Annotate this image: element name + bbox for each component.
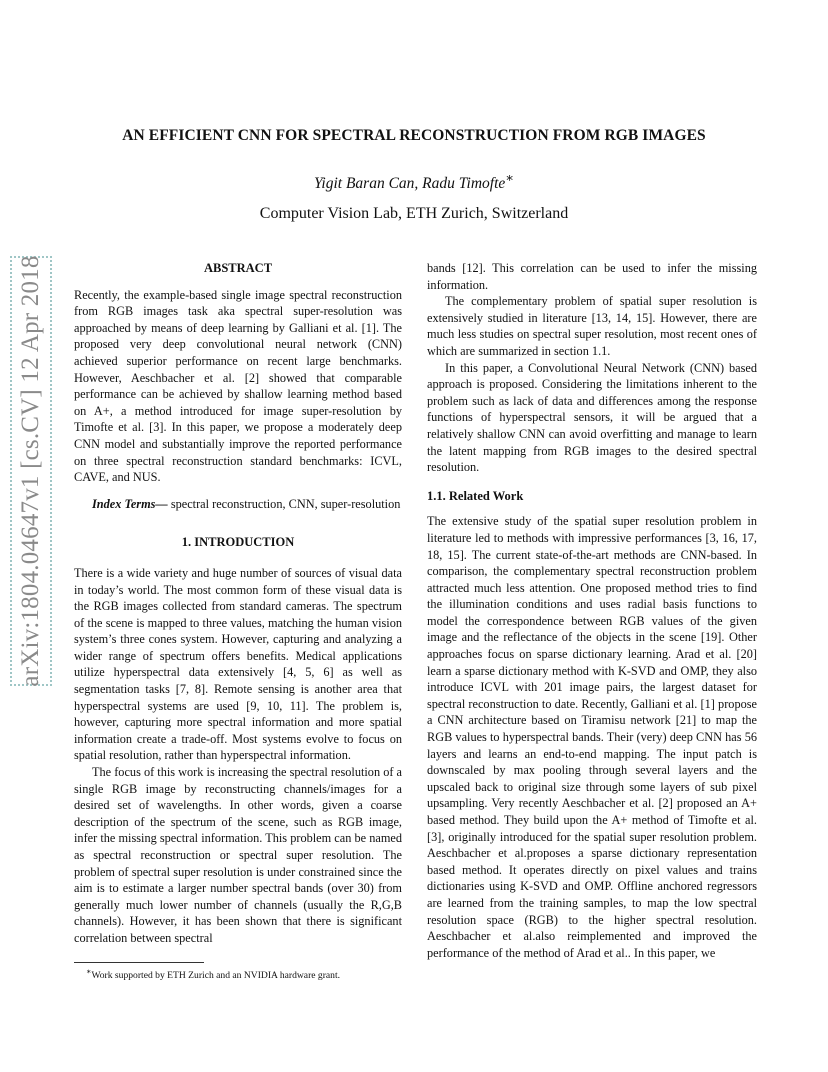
paper-affiliation: Computer Vision Lab, ETH Zurich, Switzerland [259, 205, 569, 222]
intro-paragraph-2-continued: bands [12]. This correlation can be used to infer the missing information. [427, 261, 757, 292]
arxiv-stamp [10, 256, 52, 686]
related-work-heading: 1.1. Related Work [427, 488, 524, 503]
abstract-heading: ABSTRACT [203, 261, 273, 275]
intro-paragraph-1: There is a wide variety and huge number of sources of visual data in today’s world. The most common form of these visual data is the RGB images collected from standard cameras. The spectrum of the scene is mapped to three values, matching the human vision system’s three cones system. However, capturing and analyzing a wider range of spectrum offers benefits. Medical applications utilize hyperspectral data extensively [4, 5, 6] as well as segmentation tasks [7, 8]. Remote sensing is another area that hyperspectral systems are used [9, 10, 11]. The problem is, however, capturing more spectral information and more spatial information create a trade-off. Most systems evolve to focus on spatial resolution, rather than hyperspectral information. [74, 565, 402, 763]
author-names: Yigit Baran Can, Radu Timofte [313, 175, 506, 193]
introduction-heading: 1. INTRODUCTION [181, 535, 295, 550]
author-footnote-mark: ∗ [505, 170, 515, 185]
index-terms [74, 496, 402, 513]
abstract-text: Recently, the example-based single image spectral reconstruction from RGB images task aka spectral super-resolution was approached by means of deep learning by Galliani et al. [1]. The proposed very deep convolutional neural network (CNN) achieved superior performance on recent large benchmarks. However, Aeschbacher et al. [2] showed that comparable performance can be achieved by shallow learning method based on A+, a method introduced for image super-resolution by Timofte et al. [3]. In this paper, we propose a moderately deep CNN model and substantially improve the reported performance on three spectral reconstruction standard benchmarks: ICVL, CAVE, and NUS. [74, 287, 402, 485]
intro-paragraph-3: The complementary problem of spatial super resolution is extensively studied in literature [13, 14, 15]. However, there are much less studies on spectral super resolution, most recent ones of which are summarized in section 1.1. [427, 294, 757, 358]
intro-paragraph-4: In this paper, a Convolutional Neural Network (CNN) based approach is proposed. Considering the limitations inherent to the problem such as lack of data and differences among the response functions of hyperspectral sensors, it will be argued that a relatively shallow CNN can avoid overfitting and manage to learn the latent mapping from RGB images to the desired spectral resolution. [427, 360, 757, 475]
paper-authors [60, 170, 768, 193]
paper-title: AN EFFICIENT CNN FOR SPECTRAL RECONSTRUCTION FROM RGB IMAGES [122, 127, 706, 144]
footnote-divider [74, 962, 204, 963]
intro-paragraph-2: The focus of this work is increasing the spectral resolution of a single RGB image by reconstructing channels/images for a desired set of wavelengths. In other words, given a coarse description of the spectrum of the scene, such as RGB image, infer the missing spectral information. This problem can be named as spectral reconstruction or spectral super resolution. The problem of spectral super resolution is under constrained since the aim is to estimate a larger number spectral bands (over 30) from generally much lower number of channels (usually the R,G,B channels). However, it has been shown that there is significant correlation between spectral [74, 765, 402, 945]
arxiv-stamp-text: arXiv:1804.04647v1 [cs.CV] 12 Apr 2018 [17, 255, 44, 687]
index-terms-text: spectral reconstruction, CNN, super-resolution [170, 496, 401, 511]
related-work-text: The extensive study of the spatial super resolution problem in literature led to methods with impressive performances [3, 16, 17, 18, 15]. The current state-of-the-art methods are CNN-based. In comparison, the complementary spectral reconstruction problem attracted much less attention. One proposed method tries to find the illumination conditions and uses radial basis functions to model the correspondence between RGB values of the given image and the reflectance of the objects in the scene [19]. Other approaches focus on sparse dictionary learning. Arad et al. [20] learn a sparse dictionary method with K-SVD and OMP, they also introduce ICVL with 201 image pairs, the largest dataset for spectral reconstruction to date. Recently, Galliani et al. [1] propose a CNN architecture based on Tiramisu network [21] to map the RGB values to hyperspectral bands. Their (very) deep CNN has 56 layers and learns an end-to-end mapping. The input patch is downscaled by max pooling through several layers and the upscaled back to original size through some layers of sub pixel upsampling. Very recently Aeschbacher et al. [2] proposed an A+ based method. They build upon the A+ method of Timofte et al. [3], originally introduced for the spatial super resolution problem. Aeschbacher et al.proposes a sparse dictionary representation based method. It operates directly on pixel values and trains dictionaries using K-SVD and OMP. Offline anchored regressors are learned from the training samples, to map the low spectral resolution space (RGB) to the higher spectral resolution. Aeschbacher et al.also reimplemented and improved the performance of the method of Arad et al.. In this paper, we [427, 514, 757, 960]
footnote [86, 966, 406, 982]
footnote-text: Work supported by ETH Zurich and an NVIDIA hardware grant. [91, 970, 341, 982]
index-terms-label: Index Terms— [92, 496, 168, 511]
footnote-mark: ∗ [86, 967, 92, 976]
right-column [427, 260, 757, 961]
left-column [74, 260, 402, 947]
